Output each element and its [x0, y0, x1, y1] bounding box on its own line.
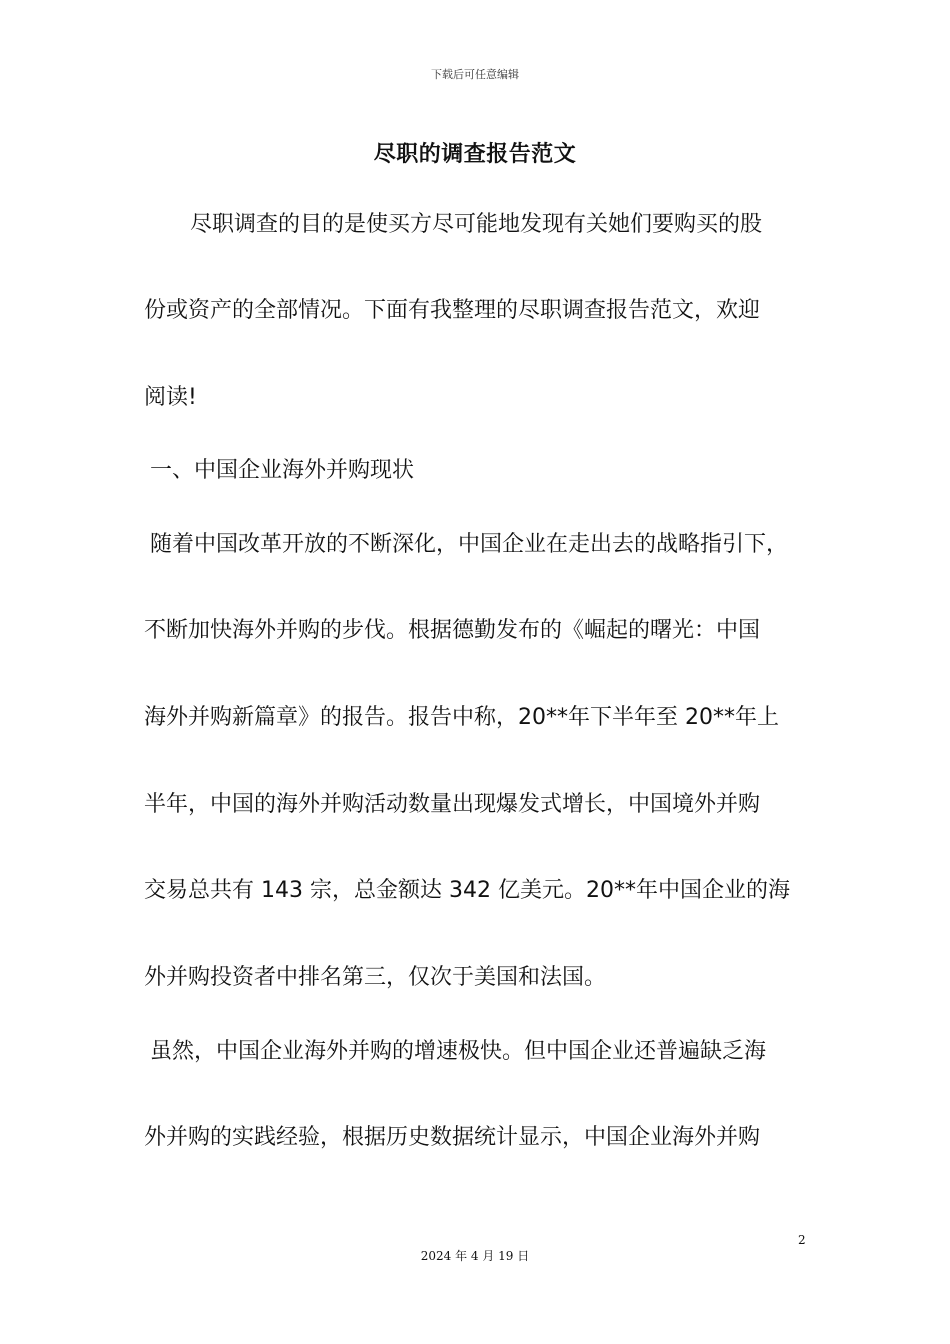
section-heading: 一、中国企业海外并购现状 — [150, 458, 415, 483]
paragraph-line: 尽职调查的目的是使买方尽可能地发现有关她们要购买的股 — [190, 212, 763, 237]
paragraph-line: 份或资产的全部情况。下面有我整理的尽职调查报告范文，欢迎 — [144, 298, 761, 323]
paragraph-line: 外并购的实践经验，根据历史数据统计显示，中国企业海外并购 — [144, 1125, 761, 1150]
page-number: 2 — [798, 1233, 806, 1247]
paragraph-line: 随着中国改革开放的不断深化，中国企业在走出去的战略指引下， — [150, 532, 789, 557]
paragraph-line: 不断加快海外并购的步伐。根据德勤发布的《崛起的曙光：中国 — [144, 618, 761, 643]
document-title: 尽职的调查报告范文 — [373, 142, 577, 167]
paragraph-line: 交易总共有 143 宗，总金额达 342 亿美元。20**年中国企业的海 — [144, 878, 790, 903]
paragraph-line: 虽然，中国企业海外并购的增速极快。但中国企业还普遍缺乏海 — [150, 1039, 767, 1064]
paragraph-line: 阅读! — [144, 385, 197, 410]
footer-date: 2024 年 4 月 19 日 — [420, 1249, 530, 1263]
paragraph-line: 半年，中国的海外并购活动数量出现爆发式增长，中国境外并购 — [144, 792, 761, 817]
paragraph-line: 海外并购新篇章》的报告。报告中称，20**年下半年至 20**年上 — [144, 705, 779, 730]
header-note: 下载后可任意编辑 — [431, 68, 519, 81]
paragraph-line: 外并购投资者中排名第三，仅次于美国和法国。 — [144, 965, 607, 990]
